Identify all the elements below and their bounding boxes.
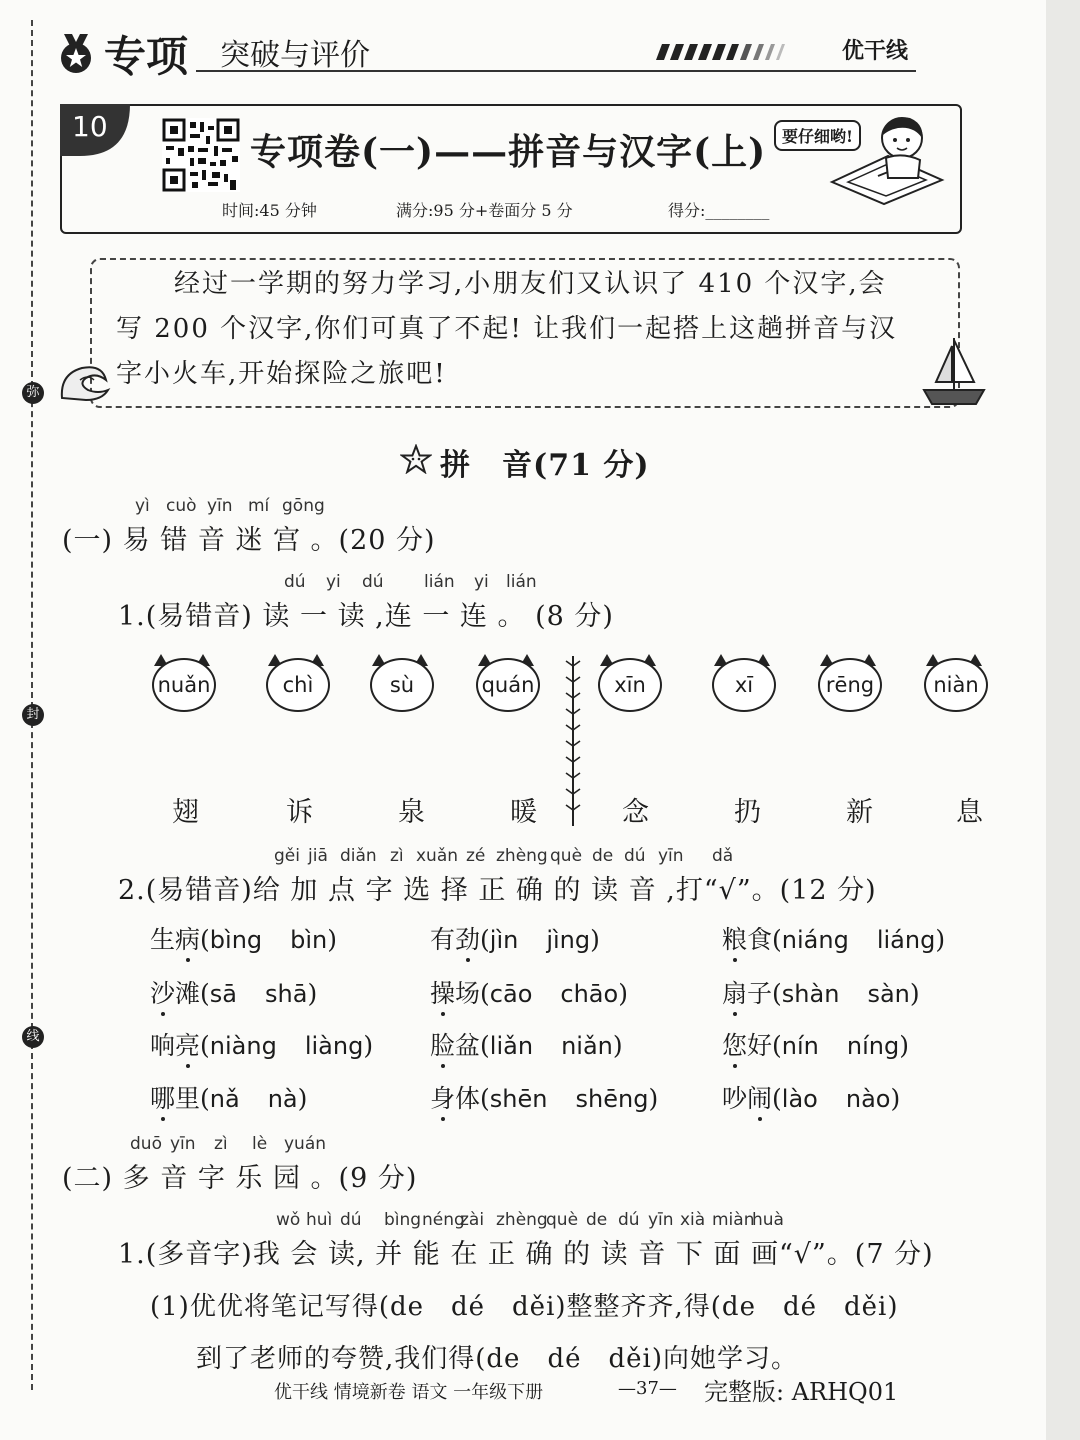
pinyin-gong: gōng bbox=[282, 496, 325, 516]
pinyin-yi: yi bbox=[474, 572, 489, 592]
intro-line-2: 写 200 个汉字,你们可真了不起! 让我们一起搭上这趟拼音与汉 bbox=[116, 314, 898, 344]
question-3-heading: 1.(多音字)我 会 读, 并 能 在 正 确 的 读 音 下 面 画“√”。(7 分) bbox=[118, 1239, 934, 1270]
syllable-cat[interactable] bbox=[476, 656, 540, 710]
page-edge bbox=[1046, 0, 1080, 1440]
pinyin-xuan: xuǎn bbox=[416, 846, 459, 866]
item-char: 食 bbox=[747, 925, 773, 954]
reading-option[interactable]: bìng bbox=[209, 926, 263, 954]
syllable-cat[interactable] bbox=[818, 656, 882, 710]
speech-bubble: 要仔细哟! bbox=[774, 120, 861, 151]
item-char: 响 bbox=[150, 1031, 176, 1060]
reading-option[interactable]: bìn bbox=[290, 926, 328, 954]
time-label: 时间:45 分钟 bbox=[222, 201, 317, 220]
item-char: 吵 bbox=[722, 1084, 748, 1113]
char-card[interactable]: 新 bbox=[846, 797, 873, 828]
char-card[interactable]: 泉 bbox=[398, 797, 425, 828]
pinyin-du: dú bbox=[618, 1210, 640, 1230]
reading-option[interactable]: jìn bbox=[489, 926, 519, 954]
char-card[interactable]: 念 bbox=[622, 797, 649, 828]
pinyin-jia: jiā bbox=[308, 846, 328, 866]
syllable-label: nuǎn bbox=[152, 658, 216, 712]
reading-choice-item: 粮食(niáng liáng) bbox=[722, 925, 946, 954]
binding-char-close: 封 bbox=[22, 704, 44, 726]
reading-option[interactable]: niáng bbox=[781, 926, 849, 954]
syllable-cat[interactable] bbox=[266, 656, 330, 710]
pinyin-wo: wǒ bbox=[276, 1210, 301, 1230]
pinyin-lian: lián bbox=[424, 572, 455, 592]
char-card[interactable]: 息 bbox=[956, 797, 983, 828]
reading-option[interactable]: sā bbox=[209, 980, 238, 1008]
qr-code-icon[interactable] bbox=[162, 118, 240, 192]
reading-choice-item: 操场(cāo chāo) bbox=[430, 979, 628, 1008]
pinyin-yin: yīn bbox=[170, 1134, 196, 1154]
reading-option[interactable]: shā bbox=[265, 980, 308, 1008]
item-char: 体 bbox=[455, 1084, 481, 1113]
question-3-line-2: 到了老师的夸赞,我们得(de dé děi)向她学习。 bbox=[196, 1344, 798, 1374]
pinyin-de: de bbox=[586, 1210, 608, 1230]
pinyin-xia: xià bbox=[680, 1210, 706, 1230]
syllable-label: chì bbox=[266, 658, 330, 712]
reading-option[interactable]: jìng bbox=[546, 926, 591, 954]
syllable-label: rēng bbox=[818, 658, 882, 712]
reading-option[interactable]: niǎn bbox=[561, 1032, 613, 1060]
reading-option[interactable]: niàng bbox=[209, 1032, 277, 1060]
char-card[interactable]: 诉 bbox=[286, 797, 313, 828]
dotted-char: 哪 bbox=[150, 1084, 176, 1113]
reading-option[interactable]: liàng bbox=[304, 1032, 364, 1060]
star-icon bbox=[400, 444, 432, 474]
pinyin-lian: lián bbox=[506, 572, 537, 592]
dotted-char: 闹 bbox=[747, 1084, 773, 1113]
reading-choice-item: 吵闹(lào nào) bbox=[722, 1084, 901, 1113]
vine-divider bbox=[562, 656, 584, 826]
syllable-cat[interactable] bbox=[370, 656, 434, 710]
reading-option[interactable]: shàn bbox=[781, 980, 840, 1008]
binding-char-seal: 弥 bbox=[22, 382, 44, 404]
medal-star-icon bbox=[58, 34, 94, 74]
pinyin-du: dú bbox=[624, 846, 646, 866]
header-rule bbox=[196, 70, 916, 72]
dotted-char: 劲 bbox=[455, 925, 481, 954]
reading-choice-item: 有劲(jìn jìng) bbox=[430, 925, 600, 954]
pinyin-yuan: yuán bbox=[284, 1134, 327, 1154]
pinyin-zheng: zhèng bbox=[496, 846, 548, 866]
reading-option[interactable]: liǎn bbox=[489, 1032, 534, 1060]
syllable-cat[interactable] bbox=[924, 656, 988, 710]
child-writing-illustration bbox=[828, 112, 946, 206]
pinyin-yi: yì bbox=[135, 496, 150, 516]
syllable-cat[interactable] bbox=[152, 656, 216, 710]
pinyin-du: dú bbox=[284, 572, 306, 592]
item-char: 好 bbox=[747, 1031, 773, 1060]
pinyin-duo: duō bbox=[130, 1134, 162, 1154]
pinyin-que: què bbox=[546, 1210, 579, 1230]
dotted-char: 操 bbox=[430, 979, 456, 1008]
reading-option[interactable]: cāo bbox=[489, 980, 533, 1008]
syllable-label: xīn bbox=[598, 658, 662, 712]
pinyin-le: lè bbox=[252, 1134, 268, 1154]
reading-option[interactable]: nǎ bbox=[209, 1085, 240, 1113]
item-char: 里 bbox=[175, 1084, 201, 1113]
pinyin-dian: diǎn bbox=[340, 846, 377, 866]
item-char: 场 bbox=[455, 979, 481, 1008]
paper-title: 专项卷(一)——拼音与汉字(上) bbox=[250, 131, 767, 173]
pinyin-hua: huà bbox=[752, 1210, 784, 1230]
reading-choice-item: 沙滩(sā shā) bbox=[150, 979, 318, 1008]
version-code: 完整版: ARHQ01 bbox=[704, 1378, 899, 1406]
question-3-line-1: (1)优优将笔记写得(de dé děi)整整齐齐,得(de dé děi) bbox=[150, 1292, 899, 1322]
pinyin-mi: mí bbox=[248, 496, 270, 516]
dotted-char: 您 bbox=[722, 1031, 748, 1060]
pinyin-yi: yi bbox=[326, 572, 341, 592]
reading-option[interactable]: nà bbox=[267, 1085, 298, 1113]
reading-option[interactable]: liáng bbox=[876, 926, 936, 954]
intro-line-3: 字小火车,开始探险之旅吧! bbox=[116, 359, 447, 389]
pinyin-zai: zài bbox=[460, 1210, 485, 1230]
dotted-char: 病 bbox=[175, 925, 201, 954]
reading-choice-item: 身体(shēn shēng) bbox=[430, 1084, 659, 1113]
item-char: 生 bbox=[150, 925, 176, 954]
section-title: 拼 音(71 分) bbox=[440, 448, 650, 483]
brand-title: 专项 bbox=[104, 32, 189, 81]
char-card[interactable]: 翅 bbox=[172, 797, 199, 828]
syllable-label: niàn bbox=[924, 658, 988, 712]
dotted-char: 粮 bbox=[722, 925, 748, 954]
pinyin-neng: néng bbox=[422, 1210, 465, 1230]
pinyin-bing: bìng bbox=[384, 1210, 422, 1230]
pinyin-zi: zì bbox=[214, 1134, 228, 1154]
stripes-decoration bbox=[650, 44, 800, 60]
reading-option[interactable]: nín bbox=[781, 1032, 819, 1060]
reading-option[interactable]: shēn bbox=[489, 1085, 548, 1113]
score-field[interactable]: 得分:________ bbox=[668, 201, 770, 220]
syllable-label: quán bbox=[476, 658, 540, 712]
char-card[interactable]: 暖 bbox=[510, 797, 537, 828]
dotted-char: 脸 bbox=[430, 1031, 456, 1060]
pinyin-zheng: zhèng bbox=[496, 1210, 548, 1230]
pinyin-cuo: cuò bbox=[166, 496, 197, 516]
brand-subtitle: 突破与评价 bbox=[220, 38, 370, 73]
pinyin-que: què bbox=[550, 846, 583, 866]
paper-number: 10 bbox=[72, 110, 108, 143]
pinyin-hui: huì bbox=[306, 1210, 333, 1230]
pinyin-mian: miàn bbox=[712, 1210, 755, 1230]
page-number: —37— bbox=[618, 1378, 677, 1399]
binding-char-line: 线 bbox=[22, 1026, 44, 1048]
question-2-heading: 2.(易错音)给 加 点 字 选 择 正 确 的 读 音 ,打“√”。(12 分) bbox=[118, 875, 877, 906]
item-char: 滩 bbox=[175, 979, 201, 1008]
syllable-label: sù bbox=[370, 658, 434, 712]
footer-series: 优干线 情境新卷 语文 一年级下册 bbox=[274, 1382, 544, 1403]
pinyin-du: dú bbox=[340, 1210, 362, 1230]
reading-choice-item: 扇子(shàn sàn) bbox=[722, 979, 920, 1008]
pinyin-yin: yīn bbox=[207, 496, 233, 516]
reading-choice-item: 您好(nín níng) bbox=[722, 1031, 909, 1060]
reading-option[interactable]: lào bbox=[781, 1085, 818, 1113]
pinyin-du: dú bbox=[362, 572, 384, 592]
full-score-label: 满分:95 分+卷面分 5 分 bbox=[396, 201, 573, 220]
item-char: 有 bbox=[430, 925, 456, 954]
reading-choice-item: 响亮(niàng liàng) bbox=[150, 1031, 374, 1060]
question-1-heading: 1.(易错音) 读 一 读 ,连 一 连 。 (8 分) bbox=[118, 601, 614, 632]
reading-choice-item: 脸盆(liǎn niǎn) bbox=[430, 1031, 623, 1060]
reading-option[interactable]: chāo bbox=[560, 980, 619, 1008]
part-1-heading: (一) 易 错 音 迷 宫 。(20 分) bbox=[62, 525, 436, 556]
pinyin-de: de bbox=[592, 846, 614, 866]
pinyin-yin: yīn bbox=[648, 1210, 674, 1230]
syllable-cat[interactable] bbox=[712, 656, 776, 710]
dotted-char: 身 bbox=[430, 1084, 456, 1113]
pinyin-da: dǎ bbox=[712, 846, 734, 866]
pinyin-zi: zì bbox=[390, 846, 404, 866]
dotted-char: 沙 bbox=[150, 979, 176, 1008]
pinyin-ze: zé bbox=[466, 846, 486, 866]
dotted-char: 扇 bbox=[722, 979, 748, 1008]
wave-icon bbox=[58, 360, 112, 402]
reading-choice-item: 哪里(nǎ nà) bbox=[150, 1084, 308, 1113]
syllable-cat[interactable] bbox=[598, 656, 662, 710]
intro-line-1: 经过一学期的努力学习,小朋友们又认识了 410 个汉字,会 bbox=[174, 269, 887, 299]
reading-choice-item: 生病(bìng bìn) bbox=[150, 925, 338, 954]
char-card[interactable]: 扔 bbox=[734, 797, 761, 828]
item-char: 子 bbox=[747, 979, 773, 1008]
reading-option[interactable]: nào bbox=[845, 1085, 891, 1113]
pinyin-yin: yīn bbox=[658, 846, 684, 866]
dotted-char: 亮 bbox=[175, 1031, 201, 1060]
reading-option[interactable]: sàn bbox=[867, 980, 910, 1008]
syllable-label: xī bbox=[712, 658, 776, 712]
reading-option[interactable]: shēng bbox=[575, 1085, 649, 1113]
reading-option[interactable]: níng bbox=[846, 1032, 900, 1060]
brand-right-label: 优干线 bbox=[842, 38, 909, 64]
pinyin-gei: gěi bbox=[274, 846, 300, 866]
item-char: 盆 bbox=[455, 1031, 481, 1060]
part-2-heading: (二) 多 音 字 乐 园 。(9 分) bbox=[62, 1163, 418, 1194]
